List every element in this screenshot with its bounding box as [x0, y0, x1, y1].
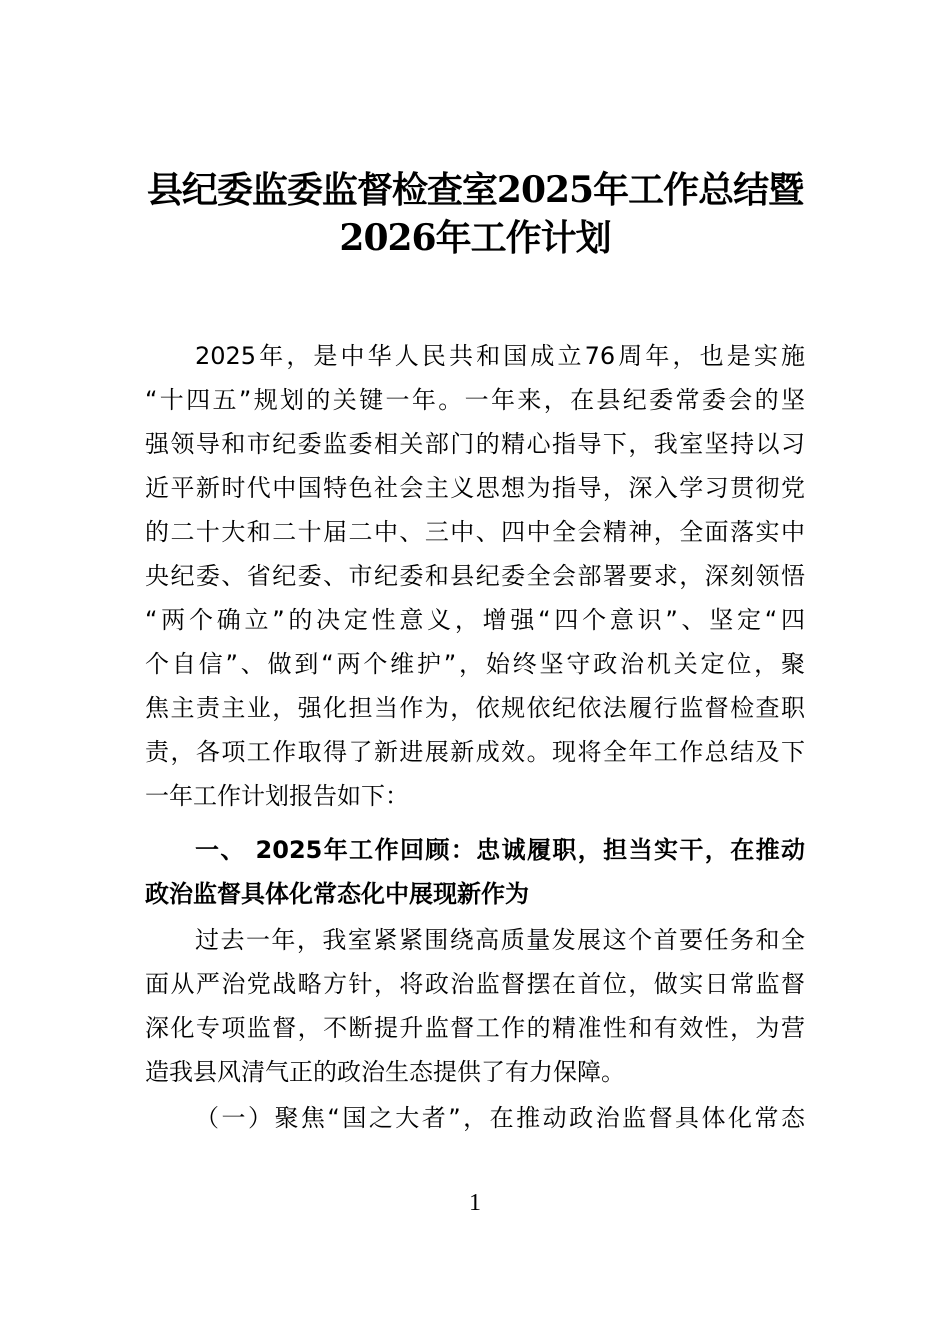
page-number: 1 [469, 1190, 481, 1216]
subsection-heading-line: （一）聚焦“国之大者”，在推动政治监督具体化常态 [195, 1104, 805, 1132]
intro-paragraph-line: 的二十大和二十届二中、三中、四中全会精神，全面落实中 [145, 518, 805, 546]
intro-paragraph-line: 强领导和市纪委监委相关部门的精心指导下，我室坚持以习 [145, 430, 805, 458]
intro-paragraph-line: 焦主责主业，强化担当作为，依规依纪依法履行监督检查职 [145, 694, 805, 722]
intro-paragraph-line: “十四五”规划的关键一年。一年来，在县纪委常委会的坚 [145, 386, 805, 414]
document-title-line-1: 县纪委监委监督检查室2025年工作总结暨 [146, 169, 804, 211]
intro-paragraph-line: 央纪委、省纪委、市纪委和县纪委全会部署要求，深刻领悟 [145, 562, 805, 590]
review-paragraph-line: 深化专项监督，不断提升监督工作的精准性和有效性，为营 [145, 1014, 805, 1042]
review-paragraph-line: 面从严治党战略方针，将政治监督摆在首位，做实日常监督 [145, 970, 805, 998]
intro-paragraph-line: “两个确立”的决定性意义，增强“四个意识”、坚定“四 [145, 606, 805, 634]
intro-paragraph-line: 近平新时代中国特色社会主义思想为指导，深入学习贯彻党 [145, 474, 805, 502]
intro-paragraph-line: 2025年，是中华人民共和国成立76周年，也是实施 [195, 342, 805, 370]
document-title-line-2: 2026年工作计划 [339, 217, 611, 259]
intro-paragraph-line: 个自信”、做到“两个维护”，始终坚守政治机关定位，聚 [145, 650, 805, 678]
review-paragraph-line: 过去一年，我室紧紧围绕高质量发展这个首要任务和全 [195, 926, 805, 954]
review-paragraph-line: 造我县风清气正的政治生态提供了有力保障。 [145, 1058, 625, 1086]
intro-paragraph-line: 责，各项工作取得了新进展新成效。现将全年工作总结及下 [145, 738, 805, 766]
section-heading-line: 政治监督具体化常态化中展现新作为 [145, 880, 529, 908]
section-heading-line: 一、 2025年工作回顾：忠诚履职，担当实干，在推动 [195, 836, 805, 864]
intro-paragraph-line: 一年工作计划报告如下： [145, 782, 409, 810]
